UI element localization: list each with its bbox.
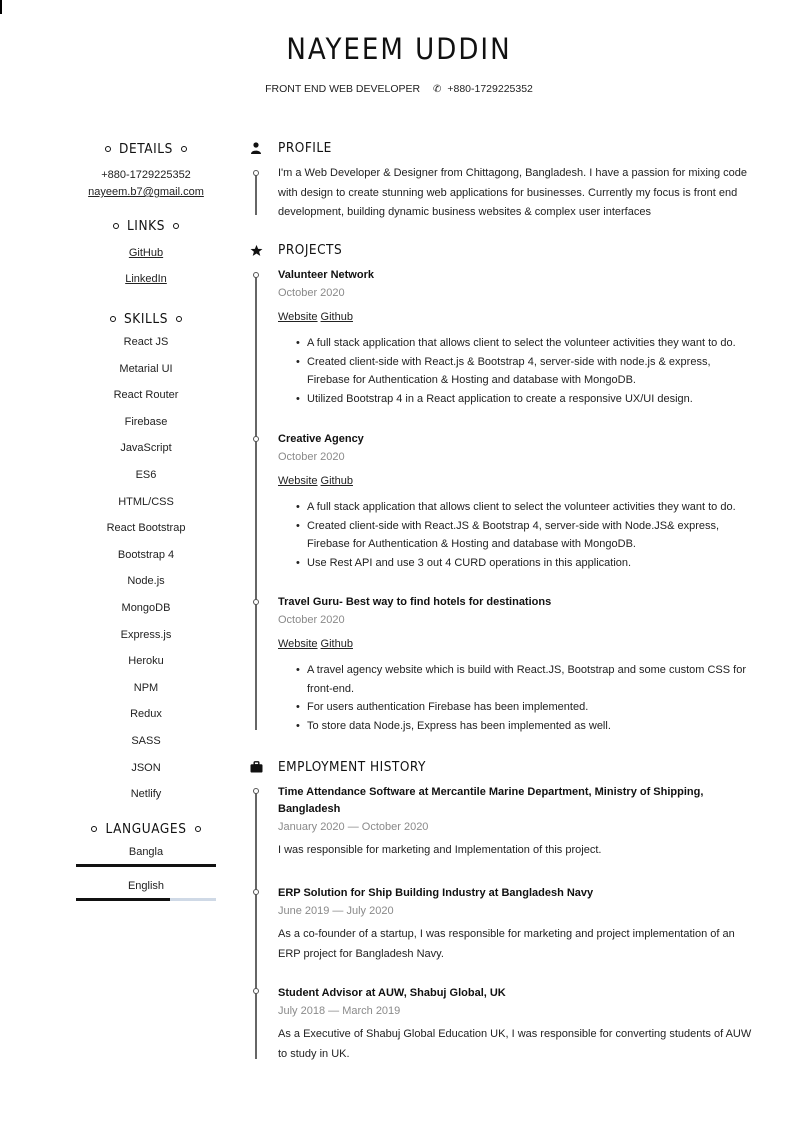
job-title: FRONT END WEB DEVELOPER (265, 83, 421, 95)
language-item (76, 880, 216, 901)
timeline-line (255, 173, 257, 215)
project-title: Creative Agency (278, 433, 364, 445)
job-date: June 2019 — July 2020 (278, 905, 394, 917)
skill-item: Bootstrap 4 (117, 548, 175, 561)
sidebar (76, 140, 216, 901)
header-phone: +880-1729225352 (447, 83, 533, 95)
profile-heading: PROFILE (248, 140, 264, 156)
job-description: As a Executive of Shabuj Global Education UK, I was responsible for converting students of AUW to study in UK. (278, 1028, 752, 1060)
links-heading: LINKS (76, 217, 216, 235)
timeline-dot (253, 170, 259, 176)
circle-bullet-icon (176, 316, 182, 322)
star-icon (248, 242, 264, 258)
job-description: I was responsible for marketing and Implementation of this project. (278, 844, 602, 856)
project-date: October 2020 (278, 451, 345, 463)
project-date: October 2020 (278, 614, 345, 626)
employment-entry (278, 985, 753, 1064)
timeline-line (255, 275, 257, 730)
job-title: ERP Solution for Ship Building Industry at Bangladesh Navy (278, 887, 594, 899)
timeline-line (255, 791, 257, 1059)
project-bullets (296, 334, 753, 408)
profile-summary: I'm a Web Developer & Designer from Chittagong, Bangladesh. I have a passion for mixing code with design to create stunning web applications for businesses. Currently my focus is front end development, building dynamic business websites & complex user interfaces (278, 167, 748, 218)
project-date: October 2020 (278, 287, 345, 299)
skills-list (76, 329, 216, 808)
employment-entry (278, 784, 753, 861)
bullet-item: • Created client-side with React.js & Bootstrap 4, server-side with node.js & express, Firebase for Authentication & Hosting and database with MongoDB. (296, 353, 753, 390)
briefcase-icon (248, 759, 264, 775)
project-links (278, 636, 753, 653)
language-level-fill (76, 864, 216, 867)
job-date: July 2018 — March 2019 (278, 1005, 401, 1017)
circle-bullet-icon (91, 826, 97, 832)
employment-heading: EMPLOYMENT HISTORY (248, 759, 264, 775)
job-title: Time Attendance Software at Mercantile Marine Department, Ministry of Shipping, Bangladesh (278, 786, 704, 815)
timeline-dot (253, 272, 259, 278)
skill-item: React JS (123, 336, 169, 348)
language-name: English (127, 879, 165, 892)
page-edge-mark (0, 0, 2, 14)
website-link[interactable]: Website (278, 311, 318, 323)
skill-item: Node.js (127, 575, 165, 588)
skill-item: ES6 (135, 468, 157, 481)
bullet-item: • A full stack application that allows client to select the volunteer activities they want to do. (296, 498, 753, 517)
project-entry (278, 431, 753, 572)
bullet-item: • Utilized Bootstrap 4 in a React application to create a responsive UX/UI design. (296, 390, 753, 409)
languages-heading: LANGUAGES (76, 820, 216, 838)
bullet-item: • A travel agency website which is build with React.JS, Bootstrap and some custom CSS for front-end. (296, 661, 753, 698)
skill-item: Metarial UI (119, 362, 173, 375)
skill-item: MongoDB (121, 601, 171, 614)
skill-item: Heroku (128, 655, 164, 668)
circle-bullet-icon (105, 146, 111, 152)
website-link[interactable]: Website (278, 638, 318, 650)
bullet-item: • Created client-side with React.JS & Bootstrap 4, server-side with Node.JS& express, Firebase for Authentication & Hosting and database with MongoDB. (296, 517, 753, 554)
project-bullets (296, 498, 753, 572)
github-link[interactable]: GitHub (128, 247, 164, 259)
skill-item: JavaScript (120, 442, 172, 455)
circle-bullet-icon (110, 316, 116, 322)
skill-item: Netlify (130, 788, 162, 801)
bullet-item: • Use Rest API and use 3 out 4 CURD operations in this application. (296, 554, 753, 573)
website-link[interactable]: Website (278, 475, 318, 487)
github-link[interactable]: Github (320, 638, 353, 650)
timeline-dot (253, 599, 259, 605)
details-phone: +880-1729225352 (101, 169, 191, 181)
skill-item: Express.js (120, 628, 172, 641)
language-item (76, 846, 216, 867)
job-description: As a co-founder of a startup, I was responsible for marketing and project implementation of an ERP project for Bangladesh Navy. (278, 928, 735, 960)
bullet-item: • A full stack application that allows client to select the volunteer activities they want to do. (296, 334, 753, 353)
skill-item: Redux (130, 708, 162, 721)
timeline-dot (253, 436, 259, 442)
job-date: January 2020 — October 2020 (278, 821, 429, 833)
project-links (278, 309, 753, 326)
language-level-bar (76, 898, 216, 901)
details-email-link[interactable]: nayeem.b7@gmail.com (88, 186, 204, 198)
language-level-fill (76, 898, 170, 901)
skill-item: React Bootstrap (106, 522, 186, 535)
skill-item: React Router (113, 389, 179, 402)
timeline-dot (253, 788, 259, 794)
linkedin-link[interactable]: LinkedIn (125, 273, 167, 285)
project-entry (278, 267, 753, 408)
candidate-name: NAYEEM UDDIN (286, 32, 512, 66)
skill-item: SASS (131, 734, 161, 747)
skill-item: Firebase (124, 415, 168, 428)
circle-bullet-icon (113, 223, 119, 229)
job-title: Student Advisor at AUW, Shabuj Global, UK (278, 987, 506, 999)
circle-bullet-icon (195, 826, 201, 832)
timeline-dot (253, 889, 259, 895)
project-links (278, 473, 753, 490)
skills-heading: SKILLS (76, 310, 216, 328)
github-link[interactable]: Github (320, 311, 353, 323)
project-title: Valunteer Network (278, 269, 374, 281)
person-icon (248, 140, 264, 156)
project-title: Travel Guru- Best way to find hotels for destinations (278, 596, 552, 608)
project-bullets (296, 661, 753, 735)
github-link[interactable]: Github (320, 475, 353, 487)
phone-icon: ✆ (433, 84, 442, 95)
language-name: Bangla (128, 845, 164, 858)
project-entry (278, 594, 753, 735)
timeline-dot (253, 988, 259, 994)
details-heading: DETAILS (76, 140, 216, 158)
language-level-bar (76, 864, 216, 867)
header-subtitle (0, 83, 798, 95)
skill-item: JSON (131, 761, 161, 774)
circle-bullet-icon (181, 146, 187, 152)
skill-item: NPM (133, 681, 159, 694)
projects-heading: PROJECTS (248, 242, 264, 258)
skill-item: HTML/CSS (118, 495, 174, 508)
circle-bullet-icon (173, 223, 179, 229)
bullet-item: • For users authentication Firebase has been implemented. (296, 698, 753, 717)
bullet-item: • To store data Node.js, Express has been implemented as well. (296, 717, 753, 736)
employment-entry (278, 885, 753, 964)
